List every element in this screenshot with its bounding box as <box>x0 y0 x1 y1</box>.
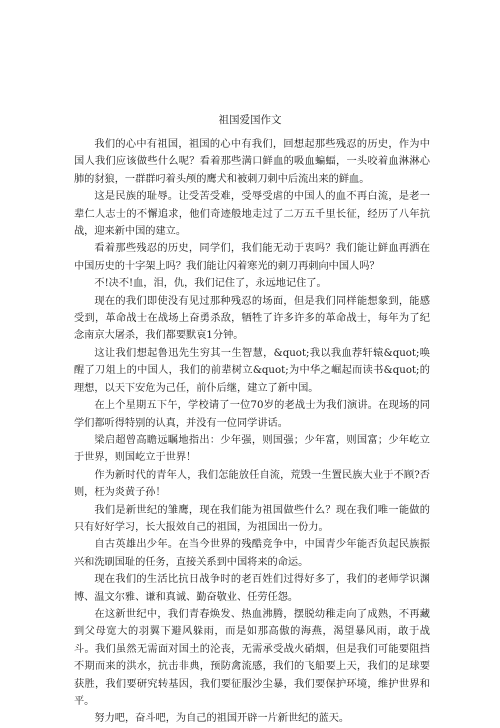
paragraph: 在上个星期五下午，学校请了一位70岁的老战士为我们演讲。在现场的同学们都听得特别的认真，并没有一位同学讲话。 <box>74 400 430 429</box>
paragraph: 这是民族的耻辱。让受苦受难，受辱受虐的中国人的血不再白流，是老一辈仁人志士的不懈追求，他们奇迹般地走过了二万五千里长征，经历了八年抗战，迎来新中国的建立。 <box>74 191 430 238</box>
paragraph: 作为新时代的青年人，我们怎能放任自流，荒毁一生置民族大业于不顾?否则，枉为炎黄子孙！ <box>74 469 430 499</box>
paragraph: 努力吧，奋斗吧，为自己的祖国开辟一片新世纪的蓝天。 <box>94 713 350 725</box>
paragraph: 现在我们的生活比抗日战争时的老百姓们过得好多了，我们的老师学识渊博、温文尔雅、谦和真诚、勤奋敬业、任劳任怨。 <box>74 574 430 603</box>
paragraph: 看着那些残忍的历史，同学们，我们能无动于衷吗？我们能让鲜血再洒在中国历史的十字架上吗？我们能让闪着寒光的刺刀再刺向中国人吗？ <box>74 243 430 272</box>
paragraph: 我们是新世纪的雏鹰，现在我们能为祖国做些什么？现在我们唯一能做的只有好好学习，长大报效自己的祖国，为祖国出一份力。 <box>74 504 430 533</box>
paragraph: 在这新世纪中，我们青春焕发、热血沸腾，摆脱幼稚走向了成熟，不再藏到父母宽大的羽翼下避风躲雨，而是如那高傲的海燕，渴望暴风雨，敢于战斗。我们虽然无需面对国土的沦丧，无需承受战火硝烟，但是我们可能要阻挡不期而来的洪水，抗击非典，预防禽流感，我们的飞船要上天，我们的足球要获胜，我们要研究转基因，我们要征服沙尘暴，我们要保护环境，维护世界和平。 <box>74 608 430 707</box>
paragraph: 自古英雄出少年。在当今世界的残酷竞争中，中国青少年能否负起民族振兴和洗刷国耻的任务，直接关系到中国将来的命运。 <box>74 539 430 568</box>
paragraph: 这让我们想起鲁迅先生穷其一生智慧，&quot;我以我血荐轩辕&quot;唤醒了刀俎上的中国人，我们的前辈树立&quot;为中华之崛起而读书&quot;的理想，以天下安危为己任，前仆后继，建立了新中国。 <box>74 347 430 394</box>
article-body <box>74 136 430 728</box>
page-title: 祖国爱国作文 <box>218 114 282 126</box>
paragraph: 梁启超曾高瞻远瞩地指出：少年强，则国强；少年富，则国富；少年屹立于世界，则国屹立于世界！ <box>74 434 430 464</box>
paragraph: 现在的我们即使没有见过那种残忍的场面，但是我们同样能想象到，能感受到，革命战士在战场上奋勇杀敌，牺牲了许多许多的革命战士，每年为了纪念南京大屠杀，我们都要默哀1分钟。 <box>74 295 430 342</box>
paragraph: 不!决不!血，泪，仇，我们记住了，永远地记住了。 <box>94 278 327 290</box>
paragraph: 我们的心中有祖国，祖国的心中有我们，回想起那些残忍的历史，作为中国人我们应该做些什么呢？看着那些满口鲜血的吸血蝙蝠，一头咬着血淋淋心肺的豺狼，一群群叼着头颅的鹰犬和被刺刀刺中后流出来的鲜血。 <box>74 139 430 185</box>
